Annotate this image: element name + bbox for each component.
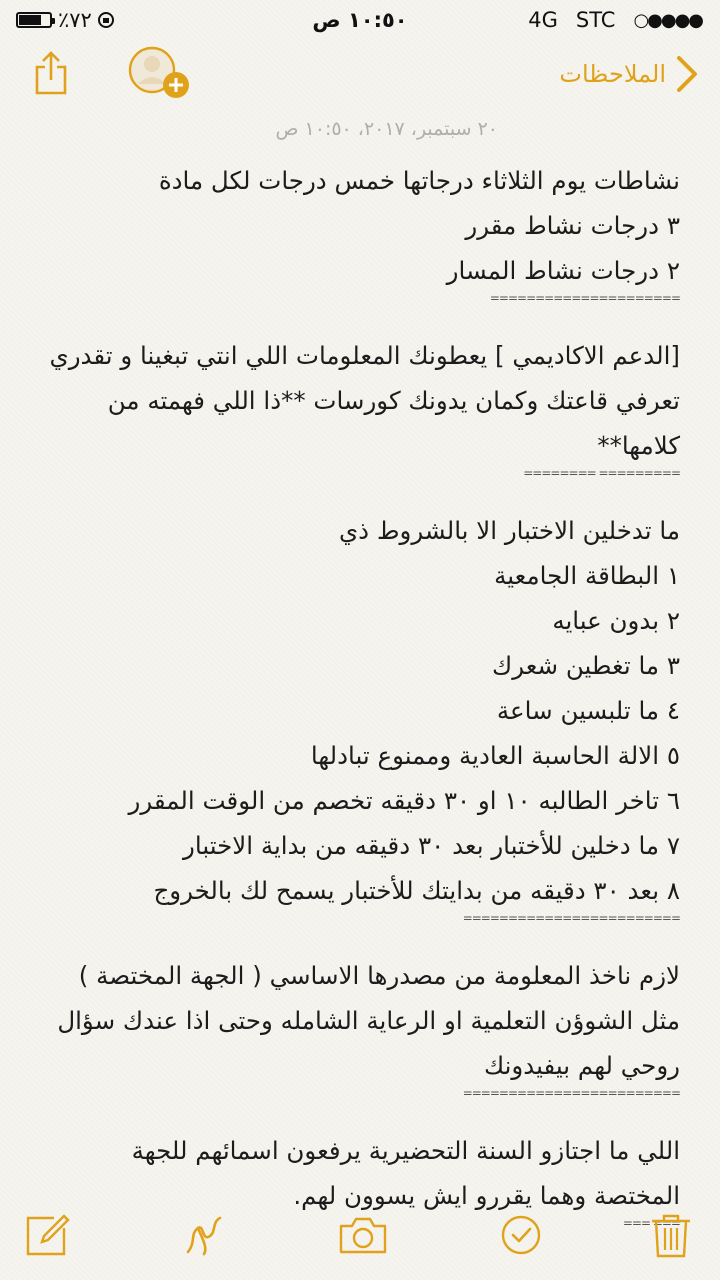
note-line: ٣ ما تغطين شعرك: [492, 651, 680, 680]
compose-icon: [24, 1212, 70, 1258]
delete-button[interactable]: [648, 1212, 694, 1258]
share-icon: [34, 50, 68, 96]
separator-line: =====================: [489, 293, 680, 303]
sketch-icon: [182, 1212, 228, 1258]
sketch-button[interactable]: [182, 1212, 228, 1258]
status-right: [528, 8, 702, 32]
add-people-button[interactable]: [128, 46, 192, 100]
share-button[interactable]: [34, 50, 68, 96]
back-label: الملاحظات: [559, 60, 666, 88]
separator-line: ========================: [462, 913, 680, 923]
checklist-button[interactable]: [498, 1212, 544, 1258]
status-bar: [0, 0, 720, 40]
note-line: ما تدخلين الاختبار الا بالشروط ذي: [339, 516, 680, 545]
camera-icon: [338, 1212, 388, 1258]
separator-line: ========================: [462, 1088, 680, 1098]
note-line: [الدعم الاكاديمي ] يعطونك المعلومات اللي انتي تبغينا و تقدري: [49, 341, 680, 370]
paragraph-gap: [40, 478, 680, 508]
bottom-toolbar: [0, 1196, 720, 1280]
note-line: المختصة وهما يقررو ايش يسوون لهم.: [293, 1181, 680, 1210]
network-type: 4G: [528, 8, 558, 32]
note-line: ٥ الالة الحاسبة العادية وممنوع تبادلها: [310, 741, 680, 770]
paragraph-gap: [40, 303, 680, 333]
note-line: ٣ درجات نشاط مقرر: [465, 211, 680, 240]
back-button[interactable]: [559, 54, 698, 94]
paragraph-gap: [40, 923, 680, 953]
note-line: تعرفي قاعتك وكمان يدونك كورسات **ذا اللي فهمته من: [107, 386, 680, 415]
checklist-icon: [498, 1212, 544, 1258]
status-time: ١٠:٥٠ ص: [312, 8, 408, 32]
add-person-icon: [128, 46, 192, 100]
paragraph-gap: [40, 1098, 680, 1128]
note-line: ٢ بدون عبايه: [552, 606, 680, 635]
battery-percent: ٪٧٢: [58, 8, 92, 32]
separator-line: === ===: [622, 1218, 680, 1228]
note-line: لازم ناخذ المعلومة من مصدرها الاساسي ( الجهة المختصة ): [78, 961, 680, 990]
signal-dots: ○●●●●: [633, 9, 702, 31]
note-line: ٦ تاخر الطالبه ١٠ او ٣٠ دقيقه تخصم من الوقت المقرر: [128, 786, 680, 815]
chevron-right-icon: [676, 55, 698, 93]
note-line: ٨ بعد ٣٠ دقيقه من بدايتك للأختبار يسمح لك بالخروج: [153, 876, 680, 905]
separator-line: ========= ========: [523, 468, 680, 478]
note-line: ٢ درجات نشاط المسار: [446, 256, 680, 285]
note-line: ٤ ما تلبسين ساعة: [496, 696, 680, 725]
note-date: ٢٠ سبتمبر، ٢٠١٧، ١٠:٥٠ ص: [275, 118, 498, 140]
note-line: ١ البطاقة الجامعية: [494, 561, 680, 590]
note-line: ٧ ما دخلين للأختبار بعد ٣٠ دقيقه من بداية الاختبار: [183, 831, 680, 860]
note-line: اللي ما اجتازو السنة التحضيرية يرفعون اسمائهم للجهة: [131, 1136, 680, 1165]
trash-icon: [648, 1212, 694, 1260]
compose-button[interactable]: [24, 1212, 70, 1258]
note-line: روحي لهم بيفيدونك: [483, 1051, 680, 1080]
camera-button[interactable]: [338, 1212, 388, 1258]
carrier-name: STC: [575, 8, 616, 32]
note-line: مثل الشوؤن التعلمية او الرعاية الشامله وحتى اذا عندك سؤال: [57, 1006, 680, 1035]
note-line: كلامها**: [597, 431, 680, 460]
nav-bar: [0, 40, 720, 110]
note-line: نشاطات يوم الثلاثاء درجاتها خمس درجات لكل مادة: [158, 166, 680, 195]
note-body[interactable]: [40, 158, 680, 1228]
